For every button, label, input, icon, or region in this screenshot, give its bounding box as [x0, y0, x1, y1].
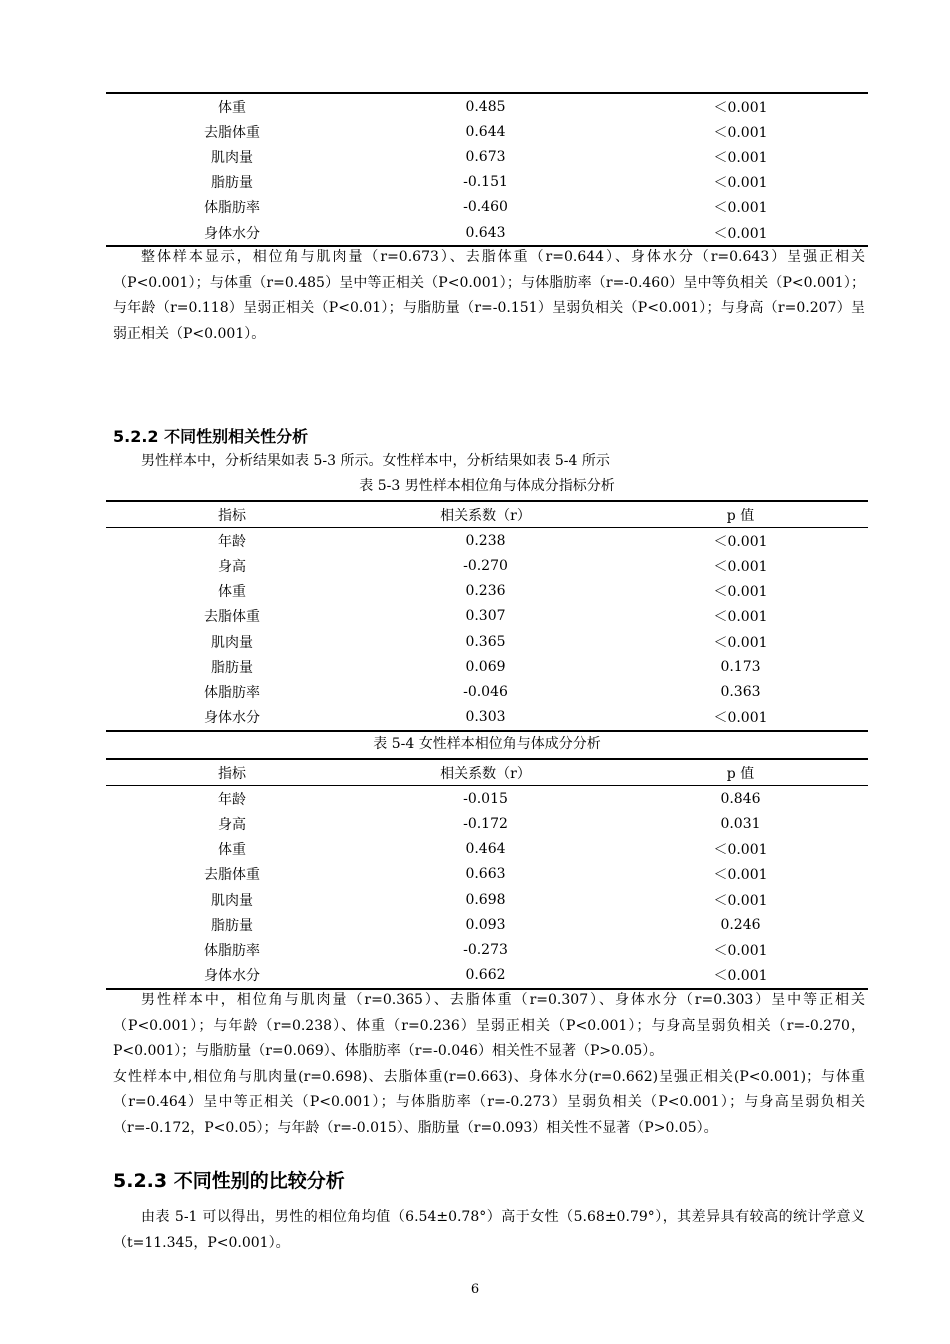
cell-indicator: 身体水分	[204, 710, 260, 727]
header-correlation: 相关系数（r）	[440, 765, 531, 782]
section-heading-5-2-2: 5.2.2 不同性别相关性分析	[113, 427, 309, 446]
cell-indicator: 体重	[218, 584, 246, 601]
paragraph-gender-results: 男性样本中，相位角与肌肉量（r=0.365）、去脂体重（r=0.307）、身体水分（r=0.303）呈中等正相关（P<0.001）；与年龄（r=0.238）、体重（r=0.236）呈弱正相关（P<0.001）；与身高呈弱负相关（r=-0.270，P<0.001）；与脂肪量（r=0.069）、体脂肪率（r=-0.046）相关性不显著（P>0.05）。 女性样本中,相位角与肌肉量(r=0.698)、去脂体重(r=0.663)、身体水分(r=0.662)呈强正相关(P<0.001)；与体重（r=0.464）呈中等正相关（P<0.001）；与体脂肪率（r=-0.273）呈弱负相关（P<0.001）；与身高呈弱负相关（r=-0.172，P<0.05）；与年龄（r=-0.015）、脂肪量（r=0.093）相关性不显著（P>0.05）。	[113, 992, 865, 1136]
cell-p-value: ＜0.001	[713, 533, 768, 550]
table-row	[106, 862, 868, 887]
header-correlation: 相关系数（r）	[440, 507, 531, 524]
cell-p-value: 0.846	[720, 790, 761, 807]
table-header-row	[106, 759, 868, 786]
cell-indicator: 体脂肪率	[204, 684, 260, 701]
table-row	[106, 887, 868, 912]
cell-correlation: 0.093	[465, 916, 506, 933]
table-row	[106, 195, 868, 220]
cell-correlation: 0.238	[465, 532, 506, 549]
cell-correlation: -0.151	[463, 174, 508, 191]
table-row	[106, 937, 868, 962]
cell-correlation: -0.270	[463, 557, 508, 574]
cell-p-value: ＜0.001	[713, 200, 768, 217]
cell-indicator: 体重	[218, 99, 246, 116]
cell-p-value: ＜0.001	[713, 175, 768, 192]
cell-p-value: ＜0.001	[713, 634, 768, 651]
cell-p-value: ＜0.001	[713, 149, 768, 166]
cell-correlation: -0.172	[463, 815, 508, 832]
table-row	[106, 679, 868, 704]
cell-correlation: -0.273	[463, 941, 508, 958]
cell-correlation: 0.069	[465, 658, 506, 675]
cell-indicator: 肌肉量	[211, 149, 253, 166]
table-row	[106, 528, 868, 554]
cell-indicator: 去脂体重	[204, 867, 260, 884]
table-row	[106, 912, 868, 937]
cell-indicator: 身体水分	[204, 225, 260, 242]
table-row	[106, 837, 868, 862]
cell-correlation: -0.460	[463, 199, 508, 216]
table-row	[106, 93, 868, 119]
cell-correlation: 0.464	[465, 841, 506, 858]
paragraph-overall-summary: 整体样本显示，相位角与肌肉量（r=0.673）、去脂体重（r=0.644）、身体水分（r=0.643）呈强正相关（P<0.001）；与体重（r=0.485）呈中等正相关（P<0.001）；与体脂肪率（r=-0.460）呈中等负相关（P<0.001）；与年龄（r=0.118）呈弱正相关（P<0.01）；与脂肪量（r=-0.151）呈弱负相关（P<0.001）；与身高（r=0.207）呈弱正相关（P<0.001）。	[113, 249, 865, 342]
table-row	[106, 629, 868, 654]
cell-correlation: 0.644	[465, 123, 506, 140]
cell-p-value: 0.173	[720, 658, 761, 675]
header-indicator: 指标	[218, 765, 246, 782]
table-row	[106, 963, 868, 989]
cell-indicator: 身体水分	[204, 968, 260, 985]
cell-p-value: ＜0.001	[713, 942, 768, 959]
table-row	[106, 170, 868, 195]
header-p-value: p 值	[726, 507, 755, 524]
cell-correlation: -0.015	[463, 790, 508, 807]
cell-p-value: 0.363	[720, 683, 761, 700]
cell-p-value: ＜0.001	[713, 558, 768, 575]
cell-p-value: ＜0.001	[713, 584, 768, 601]
cell-p-value: ＜0.001	[713, 124, 768, 141]
header-p-value: p 值	[726, 765, 755, 782]
table-row	[106, 220, 868, 246]
table-row	[106, 705, 868, 731]
cell-indicator: 去脂体重	[204, 124, 260, 141]
cell-correlation: 0.643	[465, 224, 506, 241]
cell-p-value: ＜0.001	[713, 892, 768, 909]
page-number: 6	[470, 1282, 480, 1297]
paragraph-gender-comparison: 由表 5-1 可以得出，男性的相位角均值（6.54±0.78°）高于女性（5.68±0.79°），其差异具有较高的统计学意义（t=11.345，P<0.001）。	[113, 1209, 865, 1251]
cell-p-value: ＜0.001	[713, 867, 768, 884]
cell-correlation: 0.485	[465, 98, 506, 115]
table-row	[106, 119, 868, 144]
cell-p-value: ＜0.001	[713, 968, 768, 985]
cell-correlation: -0.046	[463, 683, 508, 700]
header-indicator: 指标	[218, 507, 246, 524]
cell-correlation: 0.303	[465, 709, 506, 726]
cell-indicator: 脂肪量	[211, 175, 253, 192]
cell-p-value: 0.031	[720, 815, 761, 832]
table-row	[106, 144, 868, 169]
cell-correlation: 0.663	[465, 866, 506, 883]
cell-indicator: 身高	[218, 816, 246, 833]
cell-p-value: 0.246	[720, 916, 761, 933]
table-header-row	[106, 501, 868, 528]
table-5-4-caption: 表 5-4 女性样本相位角与体成分分析	[373, 736, 601, 752]
cell-indicator: 体重	[218, 842, 246, 859]
cell-p-value: ＜0.001	[713, 842, 768, 859]
cell-indicator: 去脂体重	[204, 609, 260, 626]
cell-indicator: 脂肪量	[211, 659, 253, 676]
cell-indicator: 脂肪量	[211, 917, 253, 934]
cell-p-value: ＜0.001	[713, 710, 768, 727]
cell-correlation: 0.673	[465, 148, 506, 165]
cell-correlation: 0.365	[465, 633, 506, 650]
table-row	[106, 654, 868, 679]
cell-correlation: 0.307	[465, 608, 506, 625]
cell-indicator: 肌肉量	[211, 892, 253, 909]
cell-correlation: 0.698	[465, 891, 506, 908]
table-row	[106, 811, 868, 836]
table-row	[106, 579, 868, 604]
cell-p-value: ＜0.001	[713, 609, 768, 626]
table-5-3-caption: 表 5-3 男性样本相位角与体成分指标分析	[359, 478, 615, 494]
table-row	[106, 786, 868, 812]
table-5-4-female	[106, 758, 868, 990]
cell-indicator: 体脂肪率	[204, 200, 260, 217]
table-row	[106, 604, 868, 629]
cell-p-value: ＜0.001	[713, 99, 768, 116]
cell-indicator: 身高	[218, 558, 246, 575]
table-5-3-male	[106, 500, 868, 732]
cell-p-value: ＜0.001	[713, 225, 768, 242]
paragraph-gender-intro: 男性样本中，分析结果如表 5-3 所示。女性样本中，分析结果如表 5-4 所示	[141, 453, 610, 469]
table-row	[106, 553, 868, 578]
cell-indicator: 肌肉量	[211, 634, 253, 651]
cell-correlation: 0.662	[465, 967, 506, 984]
cell-indicator: 年龄	[218, 791, 246, 808]
cell-indicator: 年龄	[218, 533, 246, 550]
cell-correlation: 0.236	[465, 583, 506, 600]
section-heading-5-2-3: 5.2.3 不同性别的比较分析	[113, 1170, 345, 1192]
cell-indicator: 体脂肪率	[204, 942, 260, 959]
table-overall-continued	[106, 92, 868, 247]
